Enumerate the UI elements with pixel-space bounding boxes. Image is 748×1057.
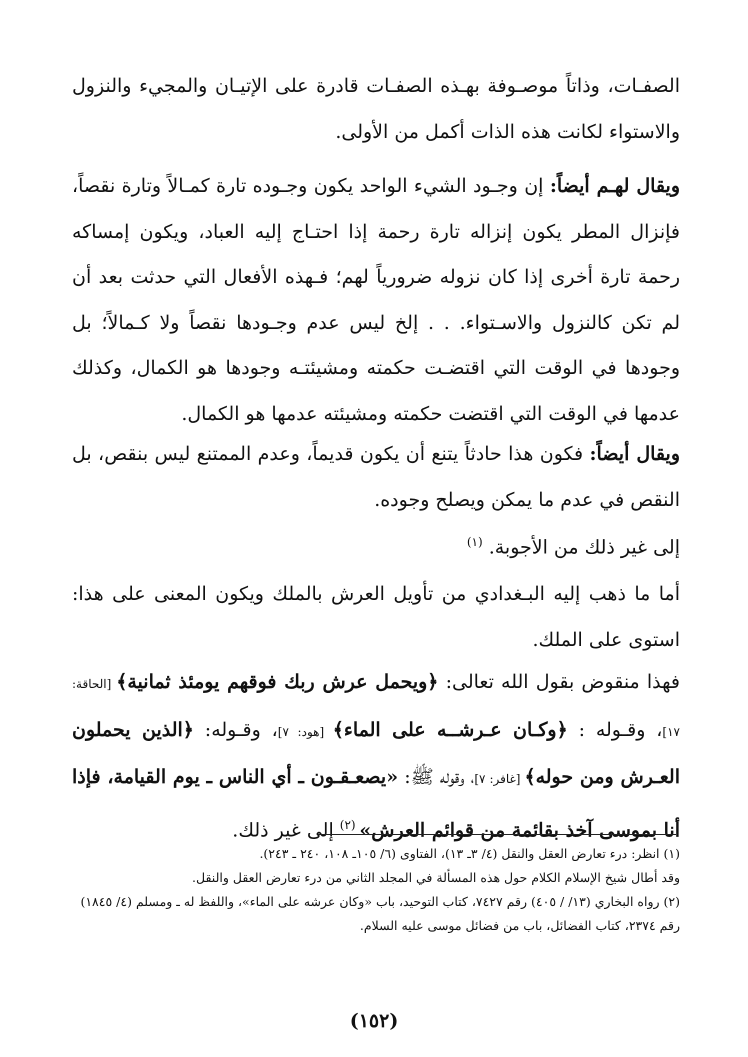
paragraph-6-join-2: ، وقـوله:	[193, 718, 278, 741]
footnote-separator	[318, 834, 676, 835]
quran-verse-1: ﴿ويحمل عرش ربك فوقهم يومئذ ثمانية﴾	[116, 671, 439, 693]
paragraph-3	[72, 432, 680, 523]
footnote-1: (١) انظر: درء تعارض العقل والنقل (٤/ ٣ـ ١٣)، الفتاوى (٦/ ١٠٥ـ ١٠٨، ٢٤٠ ـ ٢٤٣).	[259, 846, 680, 861]
paragraph-2	[72, 164, 680, 437]
paragraph-4	[72, 520, 680, 571]
quran-verse-3: ﴿الذين يحملون العـرش ومن حوله﴾	[72, 718, 680, 788]
verse-2-reference: [هود: ٧]	[277, 724, 333, 739]
footnote-2: (٢) رواه البخاري (١٣/ / ٤٠٥) رقم ٧٤٢٧، كتاب التوحيد، باب «وكان عرشه على الماء»، واللفظ له ـ ومسلم (٤/ ١٨٤٥) رقم ٢٣٧٤، كتاب الفضائل، باب من فضائل موسى عليه السلام.	[80, 894, 680, 933]
footnote-marker-2: (٢)	[339, 817, 360, 832]
paragraph-2-lead: ويقال لهـم أيضاً:	[549, 175, 680, 197]
paragraph-6-intro: فهذا منقوض بقول الله تعالى:	[438, 671, 680, 693]
paragraph-3-lead: ويقال أيضاً:	[589, 443, 680, 465]
verse-1-reference: [الحاقة: ١٧]	[72, 677, 680, 739]
footnote-marker-1: (١)	[466, 535, 483, 549]
paragraph-6-join-1: ، وقـوله :	[567, 718, 663, 741]
hadith-quote: «يصعـقـون ـ أي الناس ـ يوم القيامة، فإذا أنا بموسى آخذ بقائمة من قوائم العرش»	[72, 766, 680, 841]
paragraph-6-tail: إلى غير ذلك.	[232, 818, 340, 841]
quran-verse-2: ﴿وكـان عـرشــه على الماء﴾	[332, 718, 568, 741]
paragraph-1	[72, 64, 680, 155]
paragraph-1-text: الصفـات، وذاتاً موصـوفة بهـذه الصفـات قادرة على الإتيـان والمجيء والنزول والاستواء لكانت هذه الذات أكمل من الأولى.	[72, 75, 680, 143]
paragraph-6-join-3: ، وقوله ﷺ:	[398, 766, 475, 788]
verse-3-reference: [غافر: ٧]	[474, 772, 525, 786]
paragraph-3-body: فكون هذا حادثاً يتنع أن يكون قديماً، وعدم الممتنع ليس بنقص، بل النقص في عدم ما يمكن ويصلح وجوده.	[72, 443, 680, 511]
paragraph-5	[72, 572, 680, 663]
paragraph-2-body: إن وجـود الشيء الواحد يكون وجـوده تارة كمـالاً وتارة نقصاً، فإنزال المطر يكون إنزاله تارة رحمة إذا احتـاج إليه العباد، ويكون إمساكه رحمة تارة أخرى إذا كان نزوله ضرورياً لهم؛ فـهذه الأفعال التي حدثت بعد أن لم تكن كالنزول والاسـتواء. . . إلخ ليس عدم وجـودها نقصاً ولا كـمالاً؛ بل وجودها في الوقت التي اقتضـت حكمته ومشيئتـه وجودها هو الكمال، وكذلك عدمها في الوقت التي اقتضت حكمته ومشيئته عدمها هو الكمال.	[72, 175, 680, 425]
paragraph-5-text: أما ما ذهب إليه البـغدادي من تأويل العرش بالملك ويكون المعنى على هذا: استوى على الملك.	[72, 583, 680, 651]
paragraph-6	[72, 660, 680, 853]
paragraph-4-text: إلى غير ذلك من الأجوبة.	[488, 536, 680, 559]
footnote-1-continuation: وقد أطال شيخ الإسلام الكلام حول هذه المسألة في المجلد الثاني من درء تعارض العقل والنقل.	[192, 870, 680, 885]
page-number: (١٥٢)	[349, 1010, 399, 1032]
footnotes	[62, 842, 680, 938]
